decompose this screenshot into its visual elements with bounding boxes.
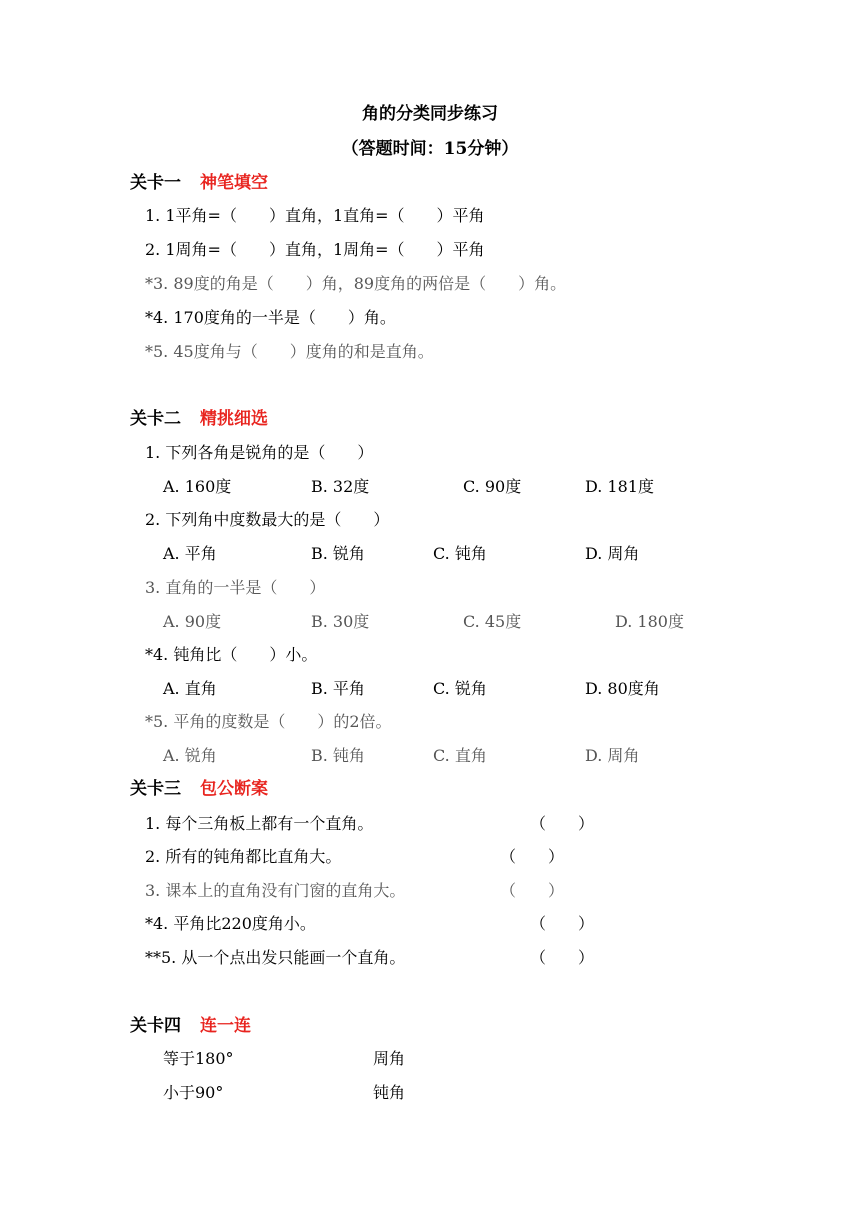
judge-item-2: 2. 所有的钝角都比直角大。 [145,847,342,866]
page-subtitle: （答题时间：15分钟） [341,139,519,159]
section-2-name: 精挑细选 [200,409,268,429]
judge-item-3: 3. 课本上的直角没有门窗的直角大。 [145,881,406,900]
section-4-heading [130,1015,251,1037]
choice-1-option-b: B. 32度 [311,477,370,496]
choice-2-option-c: C. 钝角 [433,544,487,563]
choice-3-option-d: D. 180度 [615,612,684,631]
judge-item-4: *4. 平角比220度角小。 [145,914,316,933]
choice-2-option-b: B. 锐角 [311,544,365,563]
match-left-2: 小于90° [163,1083,224,1102]
section-2-label: 关卡二 [130,409,181,429]
choice-3-option-a: A. 90度 [163,612,222,631]
judge-blank-2: （ ） [500,847,565,866]
match-right-1: 周角 [373,1049,406,1068]
choice-4-option-b: B. 平角 [311,679,365,698]
choice-1-option-d: D. 181度 [585,477,654,496]
judge-item-5: **5. 从一个点出发只能画一个直角。 [145,948,406,967]
choice-4-option-d: D. 80度角 [585,679,660,698]
choice-3-option-c: C. 45度 [463,612,522,631]
match-left-1: 等于180° [163,1049,234,1068]
choice-1-option-c: C. 90度 [463,477,522,496]
section-1-heading [130,172,268,194]
fill-item-4: *4. 170度角的一半是（ ）角。 [145,308,396,327]
choice-5-option-c: C. 直角 [433,746,487,765]
choice-question-5: *5. 平角的度数是（ ）的2倍。 [145,712,392,731]
choice-question-2: 2. 下列角中度数最大的是（ ） [145,510,390,529]
section-3-heading [130,778,268,800]
choice-5-option-d: D. 周角 [585,746,640,765]
choice-question-1: 1. 下列各角是锐角的是（ ） [145,443,374,462]
section-1-label: 关卡一 [130,173,181,193]
choice-question-3: 3. 直角的一半是（ ） [145,578,326,597]
fill-item-2: 2. 1周角=（ ）直角，1周角=（ ）平角 [145,240,485,259]
section-3-name: 包公断案 [200,779,268,799]
section-3-label: 关卡三 [130,779,181,799]
choice-5-option-a: A. 锐角 [163,746,217,765]
judge-blank-4: （ ） [530,914,595,933]
judge-blank-5: （ ） [530,948,595,967]
section-4-name: 连一连 [200,1016,251,1036]
choice-5-option-b: B. 钝角 [311,746,365,765]
match-right-2: 钝角 [373,1083,406,1102]
choice-4-option-c: C. 锐角 [433,679,487,698]
choice-2-option-d: D. 周角 [585,544,640,563]
page-title: 角的分类同步练习 [362,104,498,124]
section-4-label: 关卡四 [130,1016,181,1036]
choice-1-option-a: A. 160度 [163,477,232,496]
choice-3-option-b: B. 30度 [311,612,370,631]
choice-4-option-a: A. 直角 [163,679,217,698]
judge-blank-1: （ ） [530,814,595,833]
fill-item-3: *3. 89度的角是（ ）角，89度角的两倍是（ ）角。 [145,274,567,293]
choice-question-4: *4. 钝角比（ ）小。 [145,645,318,664]
choice-2-option-a: A. 平角 [163,544,217,563]
fill-item-1: 1. 1平角=（ ）直角，1直角=（ ）平角 [145,206,485,225]
judge-item-1: 1. 每个三角板上都有一个直角。 [145,814,374,833]
judge-blank-3: （ ） [500,881,565,900]
section-1-name: 神笔填空 [200,173,268,193]
section-2-heading [130,408,268,430]
fill-item-5: *5. 45度角与（ ）度角的和是直角。 [145,342,434,361]
